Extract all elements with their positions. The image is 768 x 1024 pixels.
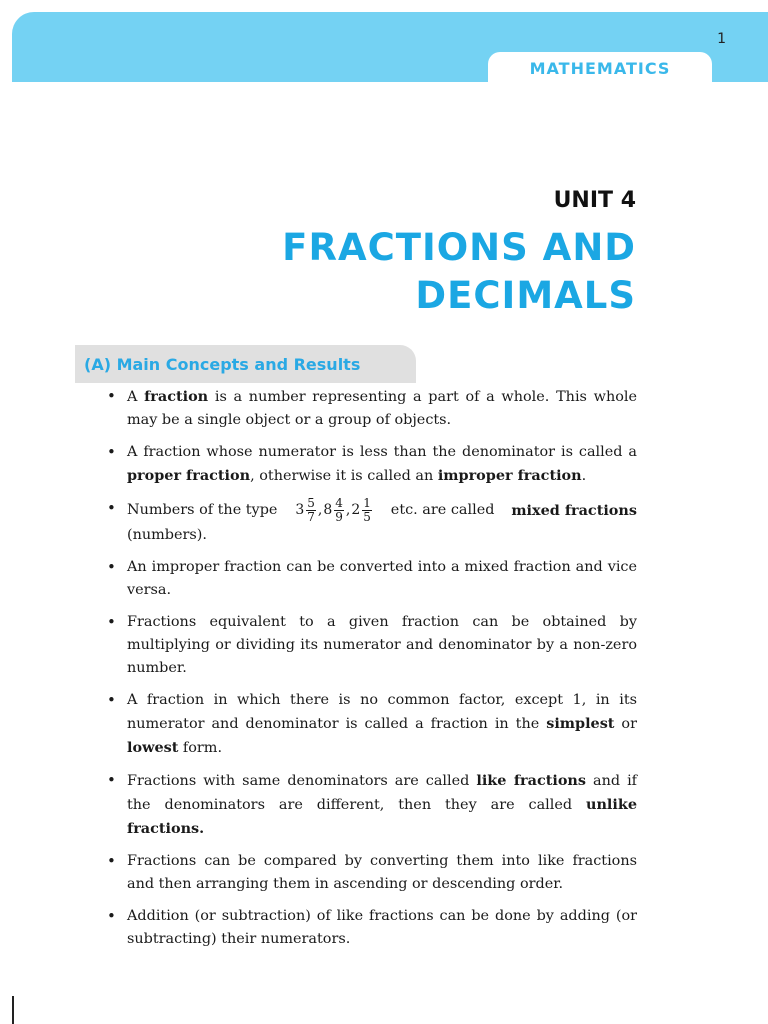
item-bold-term: simplest [546, 715, 615, 732]
mixed-fraction [351, 497, 373, 524]
list-item [107, 497, 637, 547]
item-text: A fraction whose numerator is less than the denominator is called a [127, 444, 637, 460]
list-item [107, 769, 637, 841]
mixed-whole: 2 [351, 502, 361, 518]
item-bold-term: like fractions [476, 772, 586, 789]
page-number: 1 [717, 31, 726, 47]
item-text: etc. are called [390, 502, 495, 518]
chapter-title [216, 224, 636, 320]
item-bold-term: improper fraction [437, 467, 582, 484]
item-text: (numbers). [127, 527, 207, 543]
item-text: Fractions equivalent to a given fraction can be obtained by multiplying or dividing its numerator and denominator by a non-zero number. [127, 614, 637, 676]
list-item [107, 385, 637, 432]
mixed-fraction [295, 497, 317, 524]
section-heading: (A) Main Concepts and Results [75, 345, 416, 383]
comma: , [345, 502, 351, 518]
item-text: Fractions can be compared by converting them into like fractions and then arranging them in ascending or descending order. [127, 853, 637, 892]
mixed-fraction-examples [294, 497, 374, 524]
item-text: • Numbers of the type [127, 502, 278, 518]
numerator: 4 [335, 496, 343, 510]
chapter-title-line-1: FRACTIONS AND [282, 226, 636, 269]
list-item [107, 850, 637, 896]
item-text: A fraction in which there is no common factor, except 1, in its numerator and denominator is called a fraction in the [127, 692, 637, 732]
fraction [362, 497, 372, 524]
list-item [107, 905, 637, 951]
item-bold-term: fraction [144, 388, 209, 405]
numerator: 5 [307, 496, 315, 510]
item-text: Fractions with same denominators are called [127, 773, 477, 789]
item-bold-term: unlike fractions. [127, 796, 637, 837]
fraction [334, 497, 344, 524]
concept-list [107, 385, 637, 960]
item-text: or [614, 716, 637, 732]
item-text: and if the denominators are different, then they are called [127, 773, 637, 813]
item-text: , otherwise it is called an [250, 468, 438, 484]
list-item [107, 441, 637, 488]
comma: , [317, 502, 323, 518]
item-bold-term: proper fraction [127, 467, 251, 484]
item-text: An improper fraction can be converted into a mixed fraction and vice versa. [127, 559, 637, 598]
list-item [107, 611, 637, 680]
mixed-whole: 3 [295, 502, 305, 518]
list-item [107, 556, 637, 602]
mixed-fraction [323, 497, 345, 524]
unit-label: UNIT 4 [553, 188, 636, 213]
item-bold-term: mixed fractions [511, 502, 637, 519]
chapter-title-line-2: DECIMALS [415, 274, 636, 317]
denominator: 5 [363, 510, 371, 524]
mixed-fraction-line [127, 497, 637, 524]
item-text: . [581, 468, 587, 484]
item-text: form. [178, 740, 223, 756]
item-bold-term: lowest [127, 739, 179, 756]
numerator: 1 [363, 496, 371, 510]
denominator: 9 [335, 510, 343, 524]
fraction [306, 497, 316, 524]
item-text: A [127, 389, 145, 405]
denominator: 7 [307, 510, 315, 524]
subject-tab: MATHEMATICS [488, 52, 712, 84]
item-text: Addition (or subtraction) of like fractions can be done by adding (or subtracting) their numerators. [127, 908, 637, 947]
list-item [107, 689, 637, 760]
page-edge-mark [12, 996, 14, 1024]
item-text: is a number representing a part of a whole. This whole may be a single object or a group of objects. [127, 389, 637, 428]
mixed-whole: 8 [323, 502, 333, 518]
